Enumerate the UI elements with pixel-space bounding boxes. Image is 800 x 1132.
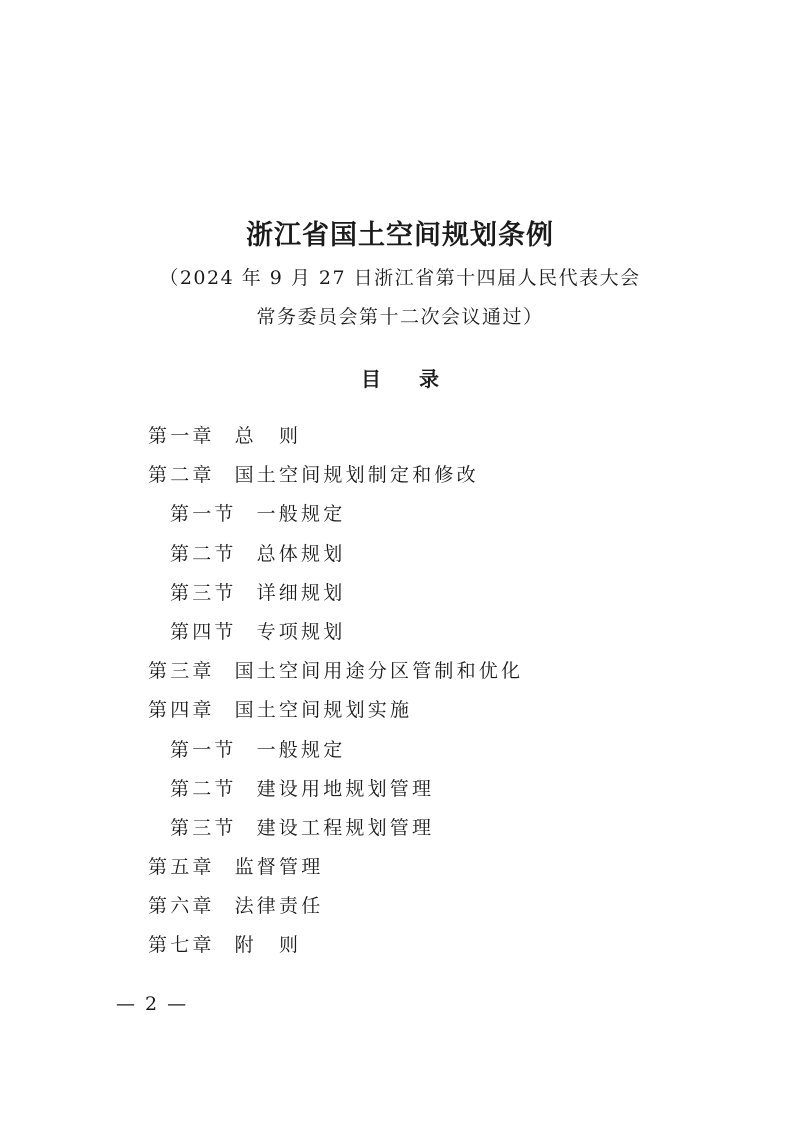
toc-item (148, 929, 523, 968)
toc-item-number: 第二节 (170, 542, 237, 565)
toc-item-title: 详细规划 (256, 581, 346, 604)
table-of-contents (148, 420, 523, 969)
toc-item-title: 总体规划 (256, 542, 346, 565)
toc-item-number: 第四章 (148, 699, 215, 722)
toc-item-title: 国土空间规划实施 (234, 699, 413, 722)
toc-item-title: 总 则 (234, 425, 302, 447)
toc-item-number: 第七章 (148, 934, 215, 957)
subtitle-line-1: （2024 年 9 月 27 日浙江省第十四届人民代表大会 (159, 267, 641, 289)
toc-item (148, 616, 523, 655)
toc-item-number: 第六章 (148, 895, 215, 918)
toc-item (148, 890, 523, 929)
toc-item (148, 694, 523, 733)
toc-item-title: 附 则 (234, 934, 302, 957)
toc-item (148, 734, 523, 773)
page-number: — 2 — (116, 993, 189, 1015)
toc-item-number: 第三章 (148, 660, 215, 683)
toc-item-title: 国土空间规划制定和修改 (234, 464, 479, 487)
toc-item (148, 498, 523, 537)
toc-item-title: 法律责任 (234, 895, 324, 918)
page-title: 浙江省国土空间规划条例 (246, 220, 554, 251)
toc-item-title: 建设用地规划管理 (256, 777, 435, 800)
toc-item (148, 655, 523, 694)
toc-item-number: 第二节 (170, 777, 237, 800)
toc-item-number: 第三节 (170, 816, 237, 839)
toc-item (148, 577, 523, 616)
toc-item-title: 专项规划 (256, 620, 346, 643)
toc-heading (0, 364, 800, 394)
toc-item-number: 第一章 (148, 425, 215, 447)
toc-item-title: 国土空间用途分区管制和优化 (234, 660, 524, 683)
toc-item (148, 538, 523, 577)
toc-item (148, 851, 523, 890)
toc-item-title: 一般规定 (256, 503, 346, 526)
toc-item-title: 监督管理 (234, 856, 324, 879)
toc-item (148, 773, 523, 812)
toc-item (148, 812, 523, 851)
toc-item-number: 第五章 (148, 856, 215, 879)
toc-item-title: 建设工程规划管理 (256, 816, 435, 839)
toc-item-title: 一般规定 (256, 738, 346, 761)
toc-heading-left: 目 (361, 367, 381, 391)
subtitle-line-2: 常务委员会第十二次会议通过） (256, 306, 544, 328)
toc-item (148, 459, 523, 498)
toc-item-number: 第三节 (170, 581, 237, 604)
toc-item (148, 420, 523, 459)
toc-item-number: 第四节 (170, 620, 237, 643)
toc-item-number: 第二章 (148, 464, 215, 487)
toc-item-number: 第一节 (170, 738, 237, 761)
toc-item-number: 第一节 (170, 503, 237, 526)
toc-heading-right: 录 (419, 367, 439, 391)
